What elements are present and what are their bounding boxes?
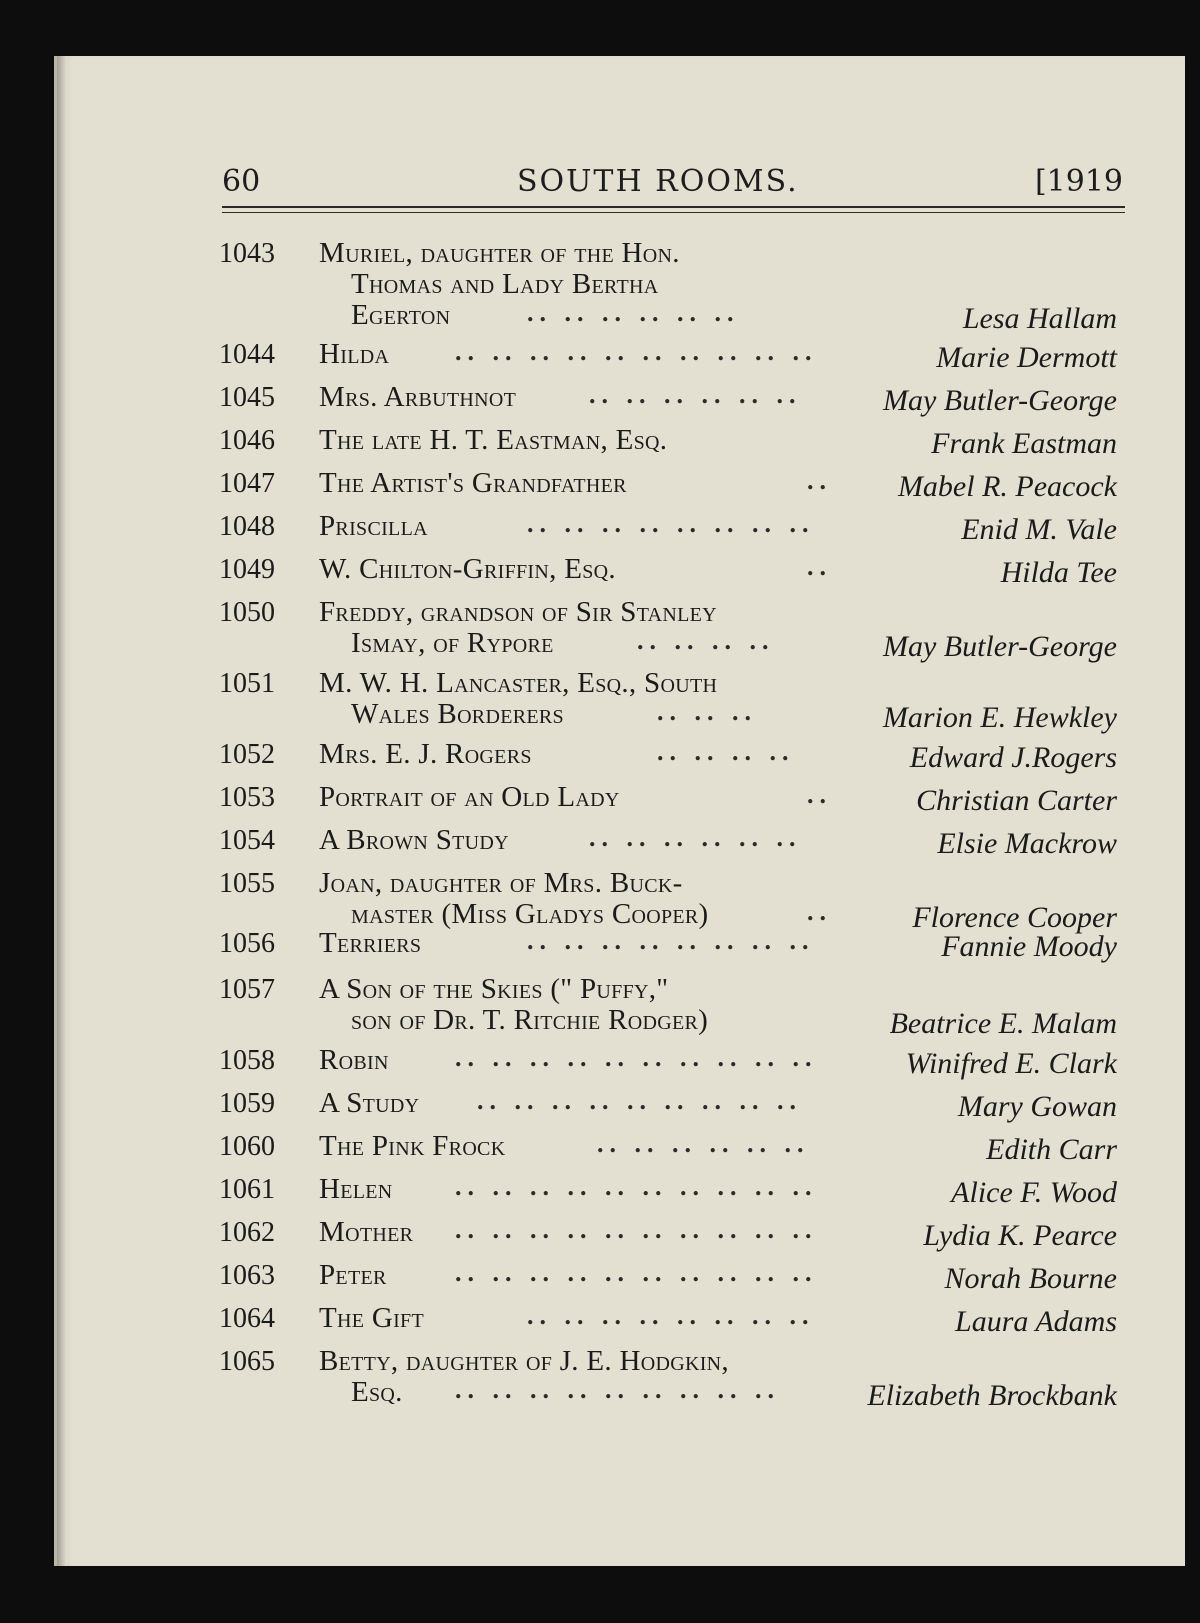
dot-leader: .. .. .. .. .. .. .. .. bbox=[527, 926, 815, 955]
catalogue-page bbox=[54, 56, 1185, 1566]
entry-title-line: Hilda bbox=[319, 338, 390, 370]
entry-number: 1062 bbox=[219, 1217, 275, 1248]
entry-artist: Alice F. Wood bbox=[951, 1176, 1117, 1209]
dot-leader: .. .. .. .. .. .. bbox=[589, 823, 802, 852]
entry-title bbox=[319, 554, 839, 585]
entry-number: 1050 bbox=[219, 597, 275, 628]
entry-title bbox=[319, 425, 839, 456]
running-title: SOUTH ROOMS. bbox=[517, 164, 799, 199]
dot-leader: .. .. .. .. bbox=[637, 626, 775, 655]
entry-number: 1045 bbox=[219, 382, 275, 413]
dot-leader: .. .. .. .. .. .. .. .. .. .. bbox=[455, 1043, 818, 1072]
entry-number: 1064 bbox=[219, 1303, 275, 1334]
dot-leader: .. .. .. .. .. .. .. .. bbox=[527, 1301, 815, 1330]
dot-leader: .. .. .. .. .. .. .. .. .. .. bbox=[455, 1215, 818, 1244]
dot-leader: .. .. .. .. .. .. bbox=[527, 298, 740, 327]
entry-artist: Enid M. Vale bbox=[961, 513, 1117, 546]
dot-leader: .. .. .. .. .. .. .. .. .. bbox=[477, 1086, 802, 1115]
entry-title-line: Ismay, of Rypore bbox=[351, 627, 554, 659]
entry-artist: Elizabeth Brockbank bbox=[867, 1379, 1117, 1412]
entry-artist: Winifred E. Clark bbox=[905, 1047, 1117, 1080]
entry-artist: Hilda Tee bbox=[1000, 556, 1117, 589]
entry-number: 1054 bbox=[219, 825, 275, 856]
entry-number: 1048 bbox=[219, 511, 275, 542]
entry-number: 1043 bbox=[219, 238, 275, 269]
entry-number: 1047 bbox=[219, 468, 275, 499]
entry-title-line: son of Dr. T. Ritchie Rodger) bbox=[351, 1004, 709, 1036]
entry-title bbox=[319, 668, 839, 730]
entry-title-line: Muriel, daughter of the Hon. bbox=[319, 237, 680, 269]
entry-title-line: The Gift bbox=[319, 1302, 424, 1334]
entry-artist: Mabel R. Peacock bbox=[897, 470, 1117, 503]
entry-title-line: Wales Borderers bbox=[351, 698, 564, 730]
entry-artist: Frank Eastman bbox=[931, 427, 1117, 460]
entry-number: 1065 bbox=[219, 1346, 275, 1377]
dot-leader: .. .. .. .. .. .. .. .. .. .. bbox=[455, 337, 818, 366]
entry-title-line: A Brown Study bbox=[319, 824, 509, 856]
entry-artist: Marie Dermott bbox=[936, 341, 1117, 374]
entry-title-line: master (Miss Gladys Cooper) bbox=[351, 898, 709, 930]
entry-number: 1060 bbox=[219, 1131, 275, 1162]
entry-title-line: Mother bbox=[319, 1216, 414, 1248]
entry-title-line: Robin bbox=[319, 1044, 389, 1076]
entry-artist: May Butler-George bbox=[882, 384, 1117, 417]
entry-title bbox=[319, 868, 839, 930]
entry-title-line: The late H. T. Eastman, Esq. bbox=[319, 424, 668, 456]
entry-artist: Elsie Mackrow bbox=[937, 827, 1117, 860]
entry-artist: Christian Carter bbox=[916, 784, 1117, 817]
entry-number: 1052 bbox=[219, 739, 275, 770]
entry-artist: May Butler-George bbox=[882, 630, 1117, 663]
entry-number: 1044 bbox=[219, 339, 275, 370]
dot-leader: .. bbox=[807, 552, 832, 581]
entry-artist: Lydia K. Pearce bbox=[923, 1219, 1117, 1252]
entry-list bbox=[57, 56, 1185, 1566]
page-number: 60 bbox=[222, 164, 261, 199]
entry-number: 1058 bbox=[219, 1045, 275, 1076]
entry-artist: Fannie Moody bbox=[941, 930, 1117, 963]
entry-title-line: Thomas and Lady Bertha bbox=[351, 268, 659, 300]
entry-title-line: M. W. H. Lancaster, Esq., South bbox=[319, 667, 718, 699]
dot-leader: .. bbox=[807, 780, 832, 809]
entry-artist: Lesa Hallam bbox=[962, 302, 1117, 335]
dot-leader: .. .. .. .. bbox=[657, 737, 795, 766]
entry-artist: Norah Bourne bbox=[944, 1262, 1117, 1295]
entry-artist: Edith Carr bbox=[986, 1133, 1117, 1166]
dot-leader: .. bbox=[807, 466, 832, 495]
entry-number: 1056 bbox=[219, 928, 275, 959]
entry-title-line: Mrs. E. J. Rogers bbox=[319, 738, 532, 770]
entry-title-line: Portrait of an Old Lady bbox=[319, 781, 620, 813]
entry-title bbox=[319, 468, 839, 499]
entry-title-line: The Pink Frock bbox=[319, 1130, 506, 1162]
entry-title bbox=[319, 974, 839, 1036]
dot-leader: .. .. .. .. .. .. .. .. .. bbox=[455, 1375, 780, 1404]
entry-artist: Florence Cooper bbox=[912, 901, 1117, 934]
entry-artist: Marion E. Hewkley bbox=[882, 701, 1117, 734]
entry-title-line: Egerton bbox=[351, 299, 451, 331]
dot-leader: .. .. .. .. .. .. bbox=[597, 1129, 810, 1158]
entry-title-line: Joan, daughter of Mrs. Buck- bbox=[319, 867, 683, 899]
entry-title-line: A Son of the Skies (" Puffy," bbox=[319, 973, 669, 1005]
entry-title-line: W. Chilton-Griffin, Esq. bbox=[319, 553, 616, 585]
entry-number: 1046 bbox=[219, 425, 275, 456]
entry-number: 1057 bbox=[219, 974, 275, 1005]
entry-number: 1059 bbox=[219, 1088, 275, 1119]
entry-title-line: Terriers bbox=[319, 927, 422, 959]
entry-title-line: Priscilla bbox=[319, 510, 428, 542]
entry-title bbox=[319, 782, 839, 813]
entry-artist: Mary Gowan bbox=[957, 1090, 1117, 1123]
entry-title-line: Peter bbox=[319, 1259, 387, 1291]
dot-leader: .. bbox=[807, 897, 832, 926]
entry-title-line: Betty, daughter of J. E. Hodgkin, bbox=[319, 1345, 729, 1377]
entry-artist: Edward J.Rogers bbox=[909, 741, 1117, 774]
entry-artist: Beatrice E. Malam bbox=[889, 1007, 1117, 1040]
entry-number: 1049 bbox=[219, 554, 275, 585]
dot-leader: .. .. .. .. .. .. .. .. .. .. bbox=[455, 1258, 818, 1287]
year-marker: [1919 bbox=[1034, 164, 1123, 199]
dot-leader: .. .. .. .. .. .. .. .. .. .. bbox=[455, 1172, 818, 1201]
entry-number: 1055 bbox=[219, 868, 275, 899]
dot-leader: .. .. .. bbox=[657, 697, 757, 726]
entry-title-line: Helen bbox=[319, 1173, 393, 1205]
dot-leader: .. .. .. .. .. .. bbox=[589, 380, 802, 409]
entry-title-line: Freddy, grandson of Sir Stanley bbox=[319, 596, 717, 628]
dot-leader: .. .. .. .. .. .. .. .. bbox=[527, 509, 815, 538]
entry-number: 1053 bbox=[219, 782, 275, 813]
entry-number: 1061 bbox=[219, 1174, 275, 1205]
entry-title-line: Esq. bbox=[351, 1376, 403, 1408]
entry-title-line: The Artist's Grandfather bbox=[319, 467, 627, 499]
entry-title-line: Mrs. Arbuthnot bbox=[319, 381, 517, 413]
entry-title-line: A Study bbox=[319, 1087, 420, 1119]
entry-number: 1051 bbox=[219, 668, 275, 699]
entry-artist: Laura Adams bbox=[955, 1305, 1117, 1338]
entry-number: 1063 bbox=[219, 1260, 275, 1291]
